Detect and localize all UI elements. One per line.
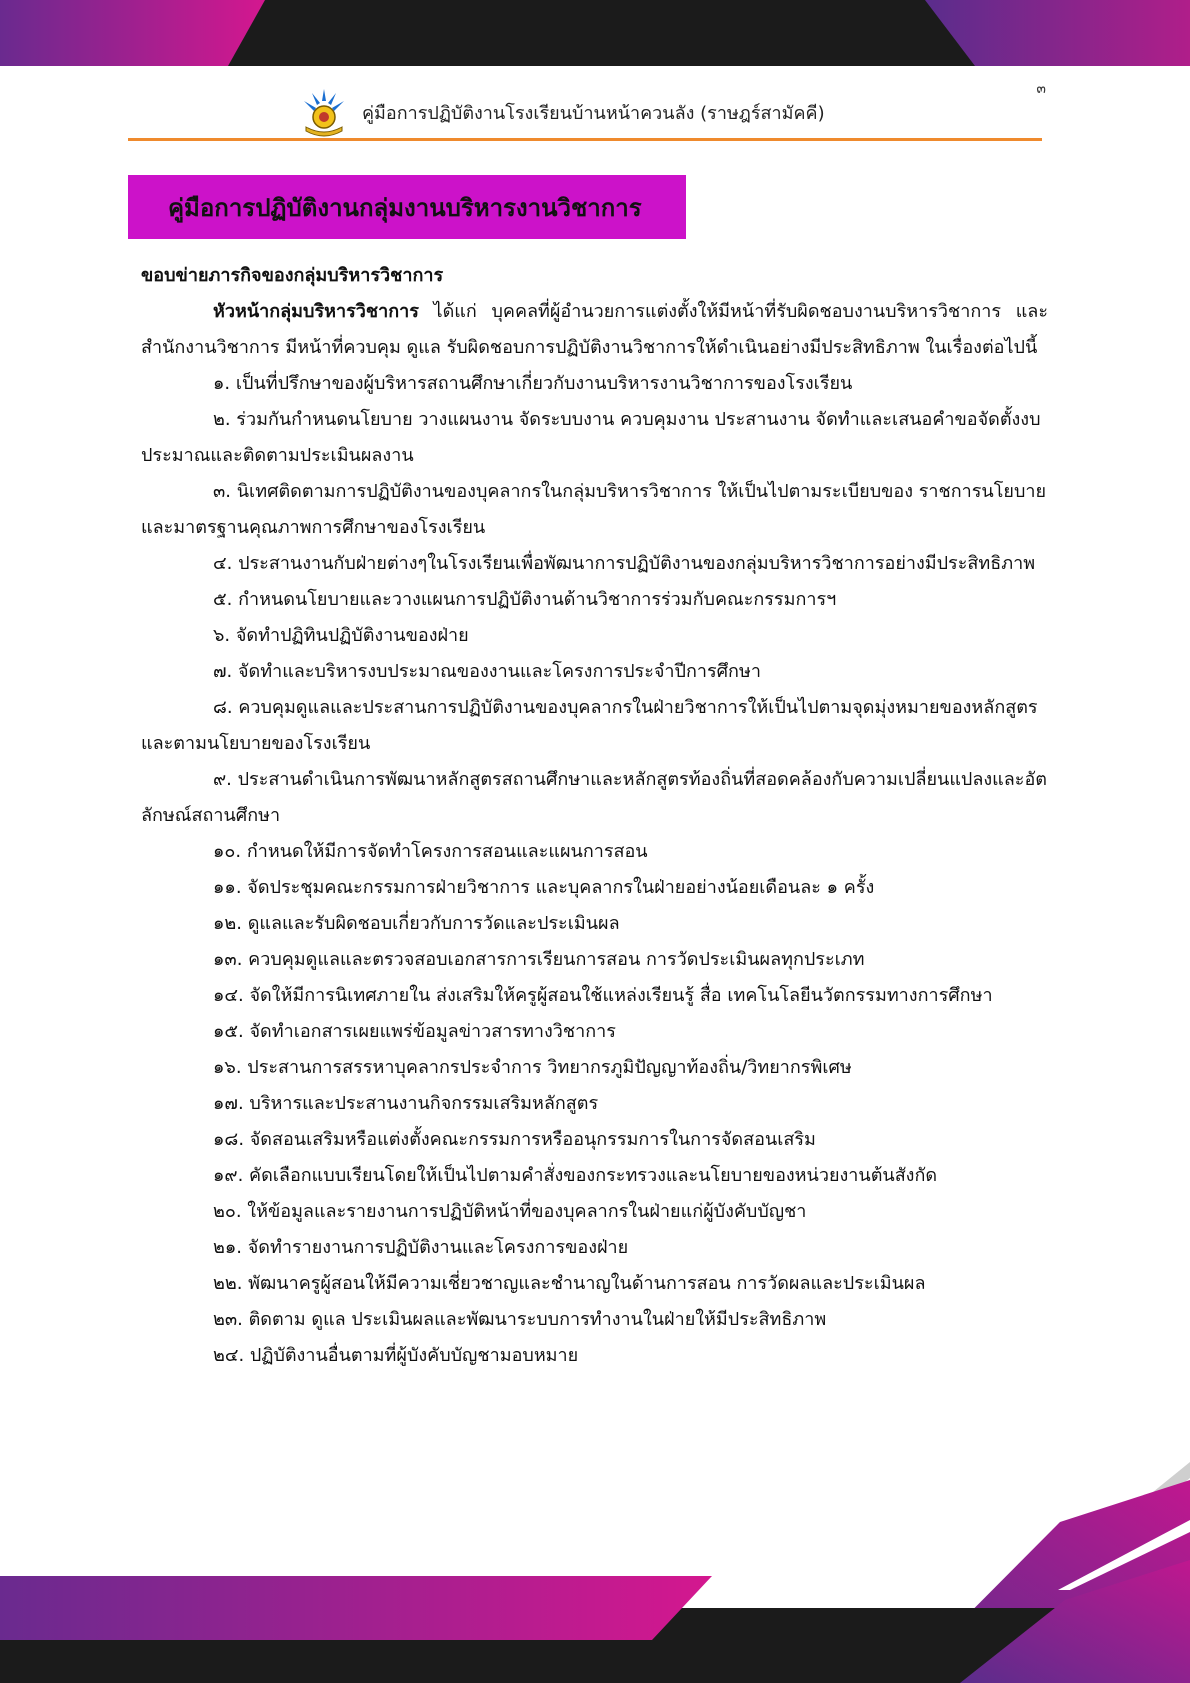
duty-item: ๑๙. คัดเลือกแบบเรียนโดยให้เป็นไปตามคำสั่งของกระทรวงและนโยบายของหน่วยงานต้นสังกัด (213, 1165, 938, 1186)
duty-item: ๒๐. ให้ข้อมูลและรายงานการปฏิบัติหน้าที่ของบุคลากรในฝ่ายแก่ผู้บังคับบัญชา (213, 1201, 807, 1222)
duty-item: ๒. ร่วมกันกำหนดนโยบาย วางแผนงาน จัดระบบงาน ควบคุมงาน ประสานงาน จัดทำและเสนอคำขอจัดตั้งงบประมาณและติดตามประเมินผลงาน (141, 409, 1041, 466)
page-header (300, 88, 825, 136)
header-title: คู่มือการปฏิบัติงานโรงเรียนบ้านหน้าควนลัง (ราษฎร์สามัคคี) (362, 102, 825, 124)
duty-item: ๑๗. บริหารและประสานงานกิจกรรมเสริมหลักสูตร (213, 1093, 599, 1114)
duty-item: ๒๑. จัดทำรายงานการปฏิบัติงานและโครงการของฝ่าย (213, 1237, 629, 1258)
page-number: ๓ (1036, 81, 1046, 97)
intro-paragraph (141, 294, 1048, 366)
duty-item: ๑๕. จัดทำเอกสารเผยแพร่ข้อมูลข่าวสารทางวิชาการ (213, 1021, 616, 1042)
duty-item: ๑๒. ดูแลและรับผิดชอบเกี่ยวกับการวัดและประเมินผล (213, 913, 620, 934)
duty-item: ๖. จัดทำปฏิทินปฏิบัติงานของฝ่าย (213, 625, 469, 646)
duty-item: ๔. ประสานงานกับฝ่ายต่างๆในโรงเรียนเพื่อพัฒนาการปฏิบัติงานของกลุ่มบริหารวิชาการอย่างมีประสิทธิภาพ (213, 553, 1036, 574)
duty-item: ๑๘. จัดสอนเสริมหรือแต่งตั้งคณะกรรมการหรืออนุกรรมการในการจัดสอนเสริม (213, 1129, 816, 1150)
school-emblem-icon (300, 87, 348, 137)
duty-item: ๒๒. พัฒนาครูผู้สอนให้มีความเชี่ยวชาญและชำนาญในด้านการสอน การวัดผลและประเมินผล (213, 1273, 926, 1294)
duty-item: ๑๖. ประสานการสรรหาบุคลากรประจำการ วิทยากรภูมิปัญญาท้องถิ่น/วิทยากรพิเศษ (213, 1057, 852, 1078)
header-divider (128, 138, 1042, 141)
duty-item: ๙. ประสานดำเนินการพัฒนาหลักสูตรสถานศึกษาและหลักสูตรท้องถิ่นที่สอดคล้องกับความเปลี่ยนแปลงและอัตลักษณ์สถานศึกษา (141, 769, 1047, 826)
duty-item: ๑. เป็นที่ปรึกษาของผู้บริหารสถานศึกษาเกี่ยวกับงานบริหารงานวิชาการของโรงเรียน (213, 373, 853, 394)
duty-item: ๗. จัดทำและบริหารงบประมาณของงานและโครงการประจำปีการศึกษา (213, 661, 761, 682)
duty-item: ๓. นิเทศติดตามการปฏิบัติงานของบุคลากรในกลุ่มบริหารวิชาการ ให้เป็นไปตามระเบียบของ ราชการนโยบายและมาตรฐานคุณภาพการศึกษาของโรงเรียน (141, 481, 1047, 538)
section-title: คู่มือการปฏิบัติงานกลุ่มงานบริหารงานวิชาการ (168, 193, 642, 222)
duty-item: ๑๔. จัดให้มีการนิเทศภายใน ส่งเสริมให้ครูผู้สอนใช้แหล่งเรียนรู้ สื่อ เทคโนโลยีนวัตกรรมทางการศึกษา (213, 985, 993, 1006)
duty-item: ๒๔. ปฏิบัติงานอื่นตามที่ผู้บังคับบัญชามอบหมาย (213, 1345, 579, 1366)
top-left-accent (0, 0, 265, 66)
section-banner (128, 175, 686, 239)
intro-bold: หัวหน้ากลุ่มบริหารวิชาการ (213, 301, 419, 322)
intro-text: ได้แก่ บุคคลที่ผู้อำนวยการแต่งตั้งให้มีหน้าที่รับผิดชอบงานบริหารวิชาการ และสำนักงานวิชาการ มีหน้าที่ควบคุม ดูแล รับผิดชอบการปฏิบัติงานวิชาการให้ดำเนินอย่างมีประสิทธิภาพ ในเรื่องต่อไปนี้ (141, 301, 1048, 358)
section-subheading: ขอบข่ายภารกิจของกลุ่มบริหารวิชาการ (141, 265, 444, 286)
duty-item: ๑๑. จัดประชุมคณะกรรมการฝ่ายวิชาการ และบุคลากรในฝ่ายอย่างน้อยเดือนละ ๑ ครั้ง (213, 877, 875, 898)
duty-item: ๒๓. ติดตาม ดูแล ประเมินผลและพัฒนาระบบการทำงานในฝ่ายให้มีประสิทธิภาพ (213, 1309, 827, 1330)
main-content (141, 258, 1048, 1374)
duty-item: ๕. กำหนดนโยบายและวางแผนการปฏิบัติงานด้านวิชาการร่วมกับคณะกรรมการฯ (213, 589, 837, 610)
duty-item: ๘. ควบคุมดูแลและประสานการปฏิบัติงานของบุคลากรในฝ่ายวิชาการให้เป็นไปตามจุดมุ่งหมายของหลักสูตรและตามนโยบายของโรงเรียน (141, 697, 1038, 754)
duty-item: ๑๓. ควบคุมดูแลและตรวจสอบเอกสารการเรียนการสอน การวัดประเมินผลทุกประเภท (213, 949, 865, 970)
duty-item: ๑๐. กำหนดให้มีการจัดทำโครงการสอนและแผนการสอน (213, 841, 648, 862)
bottom-gradient-band (0, 1576, 712, 1640)
